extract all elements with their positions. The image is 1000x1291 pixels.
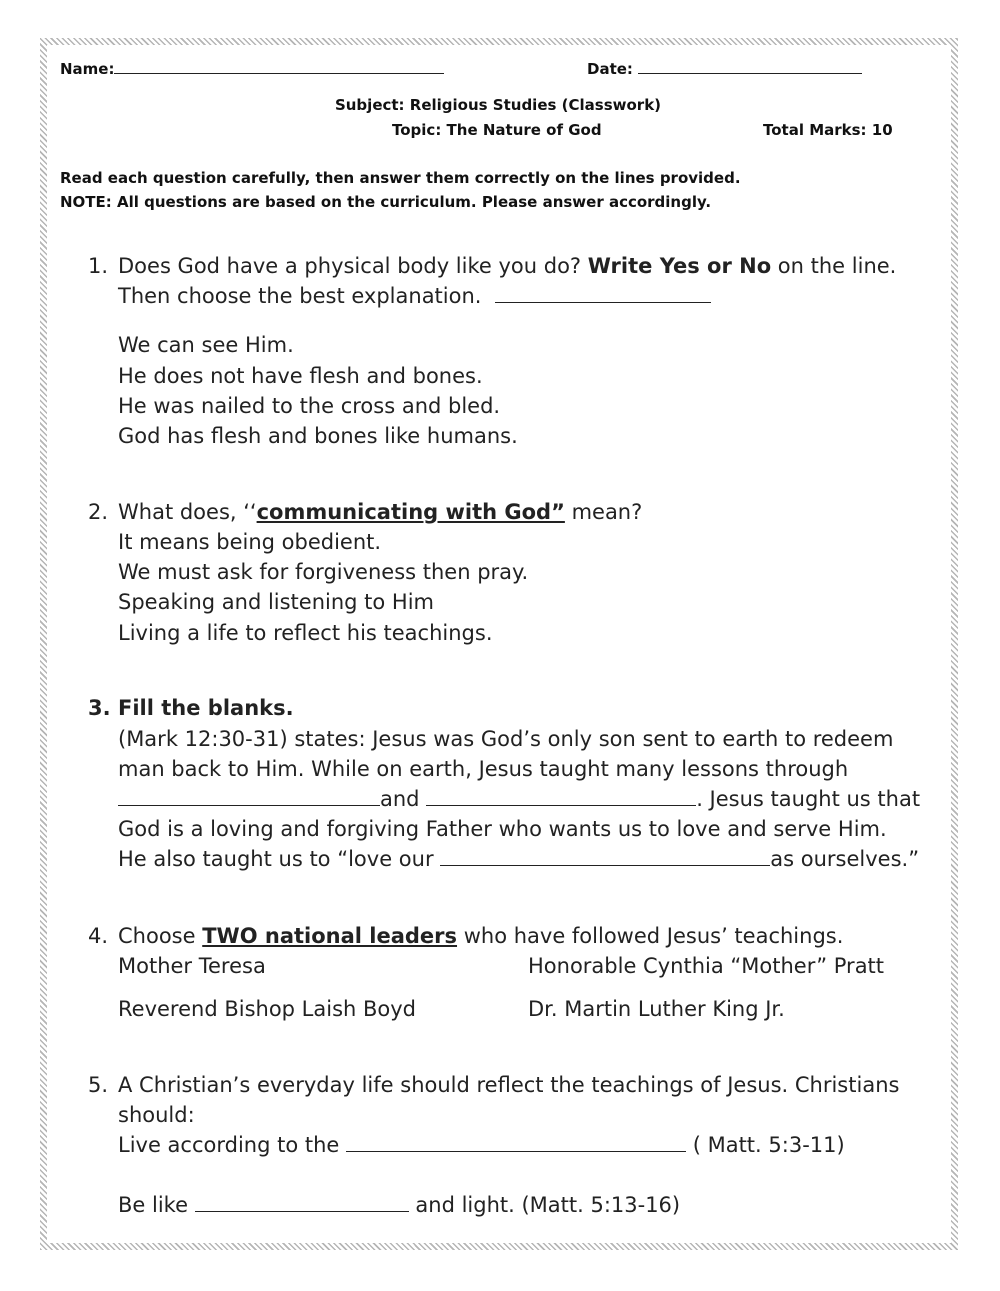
q1-prompt-line2 bbox=[118, 281, 711, 311]
q1-option[interactable]: God has flesh and bones like humans. bbox=[118, 424, 518, 448]
q2-text-bold: communicating with God” bbox=[256, 500, 565, 524]
q2-option[interactable]: Speaking and listening to Him bbox=[118, 590, 435, 614]
q2-text-b: mean? bbox=[564, 500, 643, 524]
topic-heading: Topic: The Nature of God bbox=[392, 121, 602, 139]
q4-text-a: Choose bbox=[118, 924, 203, 948]
date-label: Date: bbox=[587, 60, 633, 78]
q4-option[interactable]: Honorable Cynthia “Mother” Pratt bbox=[528, 954, 885, 978]
date-field[interactable] bbox=[587, 60, 862, 78]
q4-option[interactable]: Mother Teresa bbox=[118, 954, 266, 978]
q1-option[interactable]: He was nailed to the cross and bled. bbox=[118, 394, 501, 418]
q2-option[interactable]: It means being obedient. bbox=[118, 530, 382, 554]
q5-line4-end: and light. (Matt. 5:13-16) bbox=[415, 1193, 681, 1217]
q5-blank-1[interactable] bbox=[346, 1150, 686, 1152]
q3-number: 3. bbox=[88, 696, 111, 720]
q4-number: 4. bbox=[88, 924, 109, 948]
q1-option[interactable]: We can see Him. bbox=[118, 333, 294, 357]
q1-answer-line[interactable] bbox=[495, 301, 711, 303]
q3-blank-3[interactable] bbox=[440, 864, 770, 866]
q3-line4: God is a loving and forgiving Father who wants us to love and serve Him. bbox=[118, 817, 887, 841]
q3-line5-start: He also taught us to “love our bbox=[118, 847, 434, 871]
q5-number: 5. bbox=[88, 1073, 109, 1097]
q3-blank-2[interactable] bbox=[426, 804, 696, 806]
q5-line4 bbox=[118, 1190, 680, 1220]
q2-prompt bbox=[118, 497, 642, 527]
q3-line5-end: as ourselves.” bbox=[770, 847, 920, 871]
q5-line2: should: bbox=[118, 1103, 195, 1127]
q1-text-line2: Then choose the best explanation. bbox=[118, 284, 482, 308]
q3-title: Fill the blanks. bbox=[118, 696, 294, 720]
q2-text-a: What does, ‘‘ bbox=[118, 500, 257, 524]
q1-prompt bbox=[118, 251, 896, 281]
q3-line2: man back to Him. While on earth, Jesus taught many lessons through bbox=[118, 757, 849, 781]
q3-line3-end: . Jesus taught us that bbox=[696, 787, 921, 811]
total-marks: Total Marks: 10 bbox=[763, 121, 893, 139]
q5-line3-start: Live according to the bbox=[118, 1133, 340, 1157]
q5-line4-start: Be like bbox=[118, 1193, 189, 1217]
q1-text-bold: Write Yes or No bbox=[587, 254, 772, 278]
name-line[interactable] bbox=[114, 72, 444, 74]
note-text: NOTE: All questions are based on the curriculum. Please answer accordingly. bbox=[60, 193, 712, 211]
q4-text-bold: TWO national leaders bbox=[202, 924, 458, 948]
q3-line5 bbox=[118, 844, 919, 874]
q5-line3 bbox=[118, 1130, 845, 1160]
name-field[interactable] bbox=[60, 60, 444, 78]
q5-line3-end: ( Matt. 5:3-11) bbox=[692, 1133, 845, 1157]
q2-number: 2. bbox=[88, 500, 109, 524]
q1-text-a: Does God have a physical body like you do? bbox=[118, 254, 588, 278]
q4-option[interactable]: Reverend Bishop Laish Boyd bbox=[118, 997, 417, 1021]
name-label: Name: bbox=[60, 60, 115, 78]
instruction-text: Read each question carefully, then answer them correctly on the lines provided. bbox=[60, 169, 741, 187]
q4-option[interactable]: Dr. Martin Luther King Jr. bbox=[528, 997, 785, 1021]
date-line[interactable] bbox=[638, 72, 862, 74]
q5-blank-2[interactable] bbox=[195, 1210, 409, 1212]
q2-option[interactable]: Living a life to reflect his teachings. bbox=[118, 621, 493, 645]
q3-line3 bbox=[118, 784, 920, 814]
q3-line1: (Mark 12:30-31) states: Jesus was God’s only son sent to earth to redeem bbox=[118, 727, 894, 751]
q1-text-b: on the line. bbox=[771, 254, 897, 278]
q4-prompt bbox=[118, 921, 843, 951]
q1-option[interactable]: He does not have flesh and bones. bbox=[118, 364, 483, 388]
q3-blank-1[interactable] bbox=[118, 804, 380, 806]
q2-option[interactable]: We must ask for forgiveness then pray. bbox=[118, 560, 529, 584]
q3-and: and bbox=[380, 787, 420, 811]
q1-number: 1. bbox=[88, 254, 109, 278]
subject-heading: Subject: Religious Studies (Classwork) bbox=[334, 96, 662, 114]
q4-text-b: who have followed Jesus’ teachings. bbox=[457, 924, 844, 948]
q5-line1: A Christian’s everyday life should reflect the teachings of Jesus. Christians bbox=[118, 1073, 900, 1097]
